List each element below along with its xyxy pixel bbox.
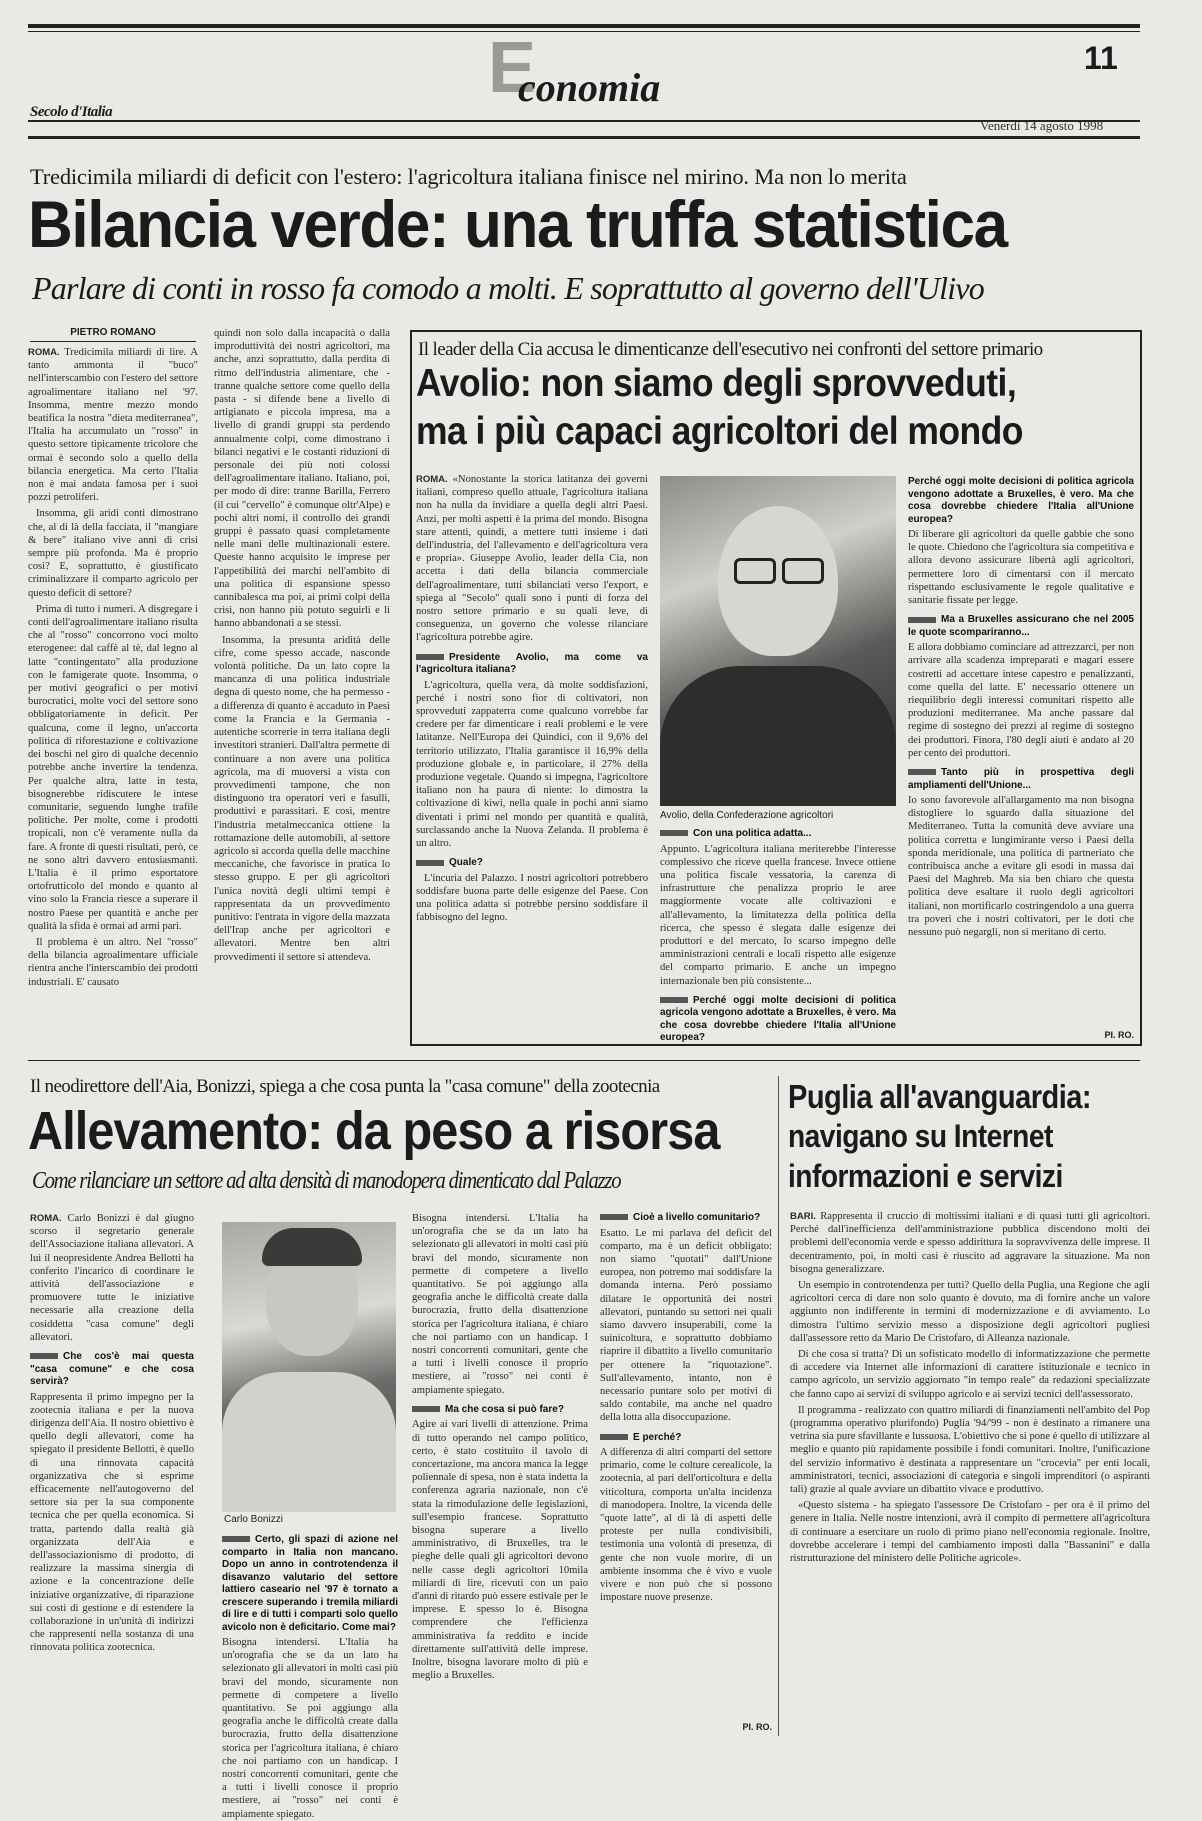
interview-answer: L'agricoltura, quella vera, dà molte soddisfazioni, perché i nostri sono fior di coltivatori, non sprovveduti zappaterra come qualcuno vorrebbe far credere per far dimenticare i reali problemi e le vere latitanze. Nell'Europa dei Quindici, con il 9,6% del territorio utilizzato, l'Italia garantisce il 16,9% della produzione globale e, in particolare, il 27% della produzione vegetale. Quando si impegna, l'agricoltore italiano non ha paura di niente: lo dimostra la coltivazione di kiwi, nella quale in pochi anni siamo diventati i primi nel mondo per quantità e qualità, surclassando anche la Nuova Zelanda. Il problema è un altro. bbox=[416, 679, 648, 850]
interview-answer-continued: Bisogna intendersi. L'Italia ha un'orografia che se da un lato ha selezionato gli allevatori in molti casi più bravi del mondo, sicuramente non permette di competere a livello quantitativo. Se poi aggiungo alla geografia anche le difficoltà create dalla burocrazia, frutto della disattenzione storica per l'agricoltura italiana, è chiaro che noi partiamo con un handicap. I nostri concorrenti comunitari, gente che a tutti i livelli conosce il proprio mestiere, ai "rosso" nei conti è ampiamente spiegato. bbox=[412, 1213, 588, 1396]
question-text: Cioè a livello comunitario? bbox=[633, 1212, 761, 1223]
section-divider bbox=[28, 1060, 1140, 1061]
top-rule bbox=[28, 24, 1140, 28]
bullet-icon bbox=[908, 617, 936, 623]
interview-answer: Appunto. L'agricoltura italiana meriterebbe l'interesse complessivo che riceve quella francese. Invece ottiene una politica fiscale vessatoria, la carenza di infrastrutture che penalizza proprio le aree maggiormente vocate alle coltivazioni e all'allevamento, la limitatezza della politica della ricerca, che spesso è slegata dalle esigenze dei produttori e del mercato, lo scarso impegno delle amministrazioni centrali e locali rispetto alle esigenze del comparto primario. E anche un impegno internazionale ben più consistente... bbox=[660, 843, 896, 987]
allevamento-column-3 bbox=[412, 1212, 588, 1732]
glasses-icon bbox=[734, 558, 776, 584]
top-rule-thin bbox=[28, 31, 1140, 32]
byline-rule bbox=[30, 341, 196, 342]
puglia-paragraph: Il programma - realizzato con quattro miliardi di finanziamenti nell'ambito del Pop (programma operativo plurifondo) Puglia '94/'99 - non è destinato a rimanere una vetrina sia pure sfavillante e lussuosa. L'obiettivo che si pone è quello di utilizzare al meglio e quanto più rapidamente possibile i fondi comunitari. Inoltre, l'unificazione del servizio informativo è destinata a rappresentare un "crocevia" per enti locali, amministratori, tecnici, associazioni di categoria e singoli imprenditori (o aspiranti tali) grazie al quale avviare un dibattito vivace e produttivo. bbox=[790, 1404, 1150, 1496]
interview-question bbox=[416, 857, 648, 870]
question-text: Ma che cosa si può fare? bbox=[445, 1403, 564, 1415]
bonizzi-photo-caption: Carlo Bonizzi bbox=[224, 1514, 283, 1525]
page-number: 11 bbox=[1084, 40, 1118, 76]
allevamento-signature: PI. RO. bbox=[742, 1722, 772, 1732]
interview-answer: A differenza di altri comparti del settore primario, come le colture cerealicole, la zootecnia, al pari dell'orticoltura e della viticoltura, comporta un'alta incidenza di manodopera. Inoltre, la vicenda delle "quote latte", al di là di aspetti delle proteste per nulla condivisibili, testimonia una volontà di presenza, di gente che non vuole morire, di un ambiente insomma che è vivo e vuole vivere e non può che si possono impostare nuove presenze. bbox=[600, 1447, 772, 1604]
question-text: Perché oggi molte decisioni di politica agricola vengono adottate a Bruxelles, è vero. Ma che cosa dovrebbe chiedere l'Italia all'Unione europea? bbox=[660, 994, 896, 1044]
puglia-headline-1: Puglia all'avanguardia: bbox=[788, 1078, 1092, 1115]
interview-answer: Agire ai vari livelli di attenzione. Prima di tutto operando nel campo politico, certo, è stato costituito il tavolo di concertazione, ma ancora manca la legge poliennale di spesa, non è stata indetta la conferenza agraria nazionale, non c'è stata la rimodulazione delle legislazioni, sull'esempio francese. Soprattutto bisogna superare a livello amministrativo, di Bruxelles, tra le pieghe delle quali gli agricoltori devono nelle casse degli agricoltori 10mila miliardi di lire, ricevuti con un paio d'anni di ritardo può essere estivale per le imprese. E spesso lo è. Bisogna comprendere che l'efficienza amministrativa fa reddito e incide direttamente sull'attività delle imprese. Inoltre, bisogna lavorare molto di più e meglio a Bruxelles. bbox=[412, 1419, 588, 1682]
avolio-dateline: ROMA. bbox=[416, 474, 448, 485]
question-text: Certo, gli spazi di azione nel comparto in Italia non mancano. Dopo un anno in controtendenza il disavanzo valutario del settore lattiero caseario nel '97 è tornato a crescere superando i tremila miliardi di lire e di tutti i comparti solo quello avicolo non è deficitario. Come mai? bbox=[222, 1534, 398, 1633]
allevamento-paragraph: Carlo Bonizzi è dal giugno scorso il segretario generale dell'Associazione italiana allevatori. A lui il neopresidente Andrea Bellotti ha conferito l'incarico di coordinare le attività dell'associazione e promuovere tutte le iniziative necessarie alla creazione della cosiddetta "casa comune" degli allevatori. bbox=[30, 1213, 195, 1343]
newspaper-name: Secolo d'Italia bbox=[30, 104, 113, 120]
interview-question bbox=[600, 1432, 772, 1445]
puglia-headline-3: informazioni e servizi bbox=[788, 1158, 1063, 1194]
lead-paragraph: quindi non solo dalla incapacità o dalla improduttività dei nostri agricoltori, ma anche, anzi soprattutto, dalla perdita di ritmo dell'industria alimentare, che - tranne qualche settore come quello della pasta - si difende bene a livello di artigianato e piccola impresa, ma a livello di grandi gruppi sta perdendo annualmente colpi, come dimostrano i bilanci negativi e le costanti riduzioni di personale dei più noti colossi dell'agroalimentare italiano. Italiano, poi, per modo di dire: tranne Barilla, Ferrero (il cui "cervello" è comunque oltr'Alpe) e pochi altri nomi, il controllo dei grandi gruppi è passato quasi completamente nelle mani delle multinazionali estere. Queste hanno acquisito le imprese per l'appetibilità dei marchi nell'ambito di una politica di espansione spesso cannibalesca ma poi, ai primi colpi della crisi, non hanno più potuto seguirli e li hanno abbandonati a se stessi. bbox=[214, 328, 390, 630]
avolio-signature: PI. RO. bbox=[1104, 1030, 1134, 1040]
allevamento-dateline: ROMA. bbox=[30, 1213, 62, 1224]
avolio-photo bbox=[660, 476, 896, 802]
lead-dateline: ROMA. bbox=[28, 347, 60, 358]
section-initial: E bbox=[488, 28, 537, 108]
bullet-icon bbox=[222, 1536, 250, 1542]
question-text: Con una politica adatta... bbox=[693, 828, 812, 839]
question-text: Presidente Avolio, ma come va l'agricoltura italiana? bbox=[416, 651, 648, 676]
portrait-hair bbox=[262, 1228, 362, 1266]
allevamento-deck: Come rilanciare un settore ad alta densità di manodopera dimenticato dal Palazzo bbox=[32, 1168, 621, 1194]
section-rest: conomia bbox=[518, 65, 661, 110]
puglia-paragraph: Di che cosa si tratta? Di un sofisticato modello di informatizzazione che permette di accedere via Internet alle informazioni di carattere istituzionale e tecnico in campo agricolo, un servizio aggiornato "in tempo reale" da redazioni specializzate che fanno capo ai servizi di sviluppo agricolo e ai servizi tecnici dell'assessorato. bbox=[790, 1349, 1150, 1400]
lead-deck: Parlare di conti in rosso fa comodo a molti. E soprattutto al governo dell'Ulivo bbox=[32, 270, 984, 306]
lead-paragraph: Insomma, gli aridi conti dimostrano che, al di là della facciata, il "mangiare & bere" italiano vive anni di crisi sempre più profonda. Ma è proprio così? E, soprattutto, è giustificato criminalizzare il comparto agricolo per questo deficit di settore? bbox=[28, 508, 198, 599]
interview-question bbox=[222, 1534, 398, 1634]
interview-question bbox=[908, 767, 1134, 792]
puglia-paragraph: Un esempio in controtendenza per tutti? Quello della Puglia, una Regione che agli agricoltori cerca di dare non solo quanto è dovuto, ma di fornire anche un valore aggiunto non indifferente in termini di modernizzazione e di avviamento. Lo dimostra l'ultimo servizio messo a disposizione degli agricoltori pugliesi dall'assessore retto da Mario De Cristofaro, di Alleanza nazionale. bbox=[790, 1280, 1150, 1344]
puglia-headline-2: navigano su Internet bbox=[788, 1118, 1053, 1154]
section-title bbox=[488, 28, 678, 110]
bullet-icon bbox=[660, 997, 688, 1003]
question-text: Quale? bbox=[449, 857, 483, 869]
puglia-column bbox=[790, 1210, 1150, 1740]
interview-answer: Io sono favorevole all'allargamento ma non bisogna distogliere lo sguardo dalla situazione del Mediterraneo. Tutta la comunità deve avviare una politica corretta e lungimirante verso i Paesi della sponda meridionale, una politica di partneriato che contribuisca anche a evitare gli esodi in massa dai Paesi del Maghreb. Ma sia ben chiaro che questa politica deve esaltare il ruolo degli agricoltori italiani, non mortificarlo costringendolo a una guerra tra poveri che i nostri coltivatori, per le doti che nessuno può negargli, non si meritano di certo. bbox=[908, 795, 1134, 939]
question-text: Ma a Bruxelles assicurano che nel 2005 le quote scompariranno... bbox=[908, 614, 1134, 638]
question-text: Tanto più in prospettiva degli ampliamenti dell'Unione... bbox=[908, 767, 1134, 791]
masthead-rule bbox=[28, 120, 1140, 122]
avolio-photo-caption: Avolio, della Confederazione agricoltori bbox=[660, 810, 834, 821]
bullet-icon bbox=[660, 830, 688, 836]
interview-answer: E allora dobbiamo cominciare ad attrezzarci, per non arrivare alla scadenza impreparati e magari essere costretti ad accettare intese capestro e penalizzanti, come quella del latte. E' necessario ottenere un riequilibrio degli interessi comunitari rispetto alle produzioni mediterranee. Ma anche passare dal regime di sostegno dei prezzi al regime di sostegno dei produttori. Finora, l'80 degli aiuti è andato al 20 per cento dei produttori. bbox=[908, 642, 1134, 759]
puglia-paragraph: Rappresenta il cruccio di moltissimi italiani e di quasi tutti gli agricoltori. Perché dall'inefficienza dell'amministrazione pubblica discendono molti dei problemi dell'economia verde e spesso addirittura la sopravvivenza delle imprese. Il decentramento, poi, in molti casi è riuscito ad aggravare la situazione. Ma non bisogna generalizzare. bbox=[790, 1211, 1150, 1275]
issue-date: Venerdì 14 agosto 1998 bbox=[980, 118, 1104, 133]
avolio-kicker: Il leader della Cia accusa le dimenticanze dell'esecutivo nei confronti del settore primario bbox=[418, 339, 1043, 360]
lead-paragraph: Prima di tutto i numeri. A disgregare i conti dell'agroalimentare italiano risulta che al "rosso" concorrono voci molto eterogenee: dal caffè al tè, dal legno al latte "contingentato" alla produzione con le famigerate quote. Insomma, o per motivi geografici o per motivi burocratici, molte voci del settore sono obbligatoriamente in deficit. Per qualcuna, come il legno, un'accorta politica di riforestazione e coltivazione dei boschi nel giro di qualche decennio potrebbe anche invertire la tendenza. Per qualche altra, latte in testa, bisognerebbe ridiscutere le intese comunitarie, seguendo lunghe trafile politiche. Per molte, come i prodotti tropicali, non c'è veramente nulla da fare. A fronte di questi risultati, però, ce ne sono altri davvero entusiasmanti. L'Italia è il primo esportatore ortofrutticolo del mondo e quanto al vino solo la Francia riesce a superare il nostro Paese per quantità e anche per qualità la sfida è ormai ad armi pari. bbox=[28, 603, 198, 932]
interview-question bbox=[600, 1212, 772, 1225]
avolio-paragraph: «Nonostante la storica latitanza dei governi italiani, compreso quello attuale, l'agricoltura italiana non ha nulla da invidiare a quella degli altri Paesi. Anzi, per molti aspetti è la prima del mondo. Bisogna stare attenti, quindi, a mettere tutti insieme i dati dell'industria, del l'allevamento e dell'agricoltura vera e propria». Giuseppe Avolio, leader della Cia, non accetta i dati della bilancia commerciale dell'agroalimentare, tutti sbilanciati verso l'export, e spiega al "Secolo" quali sono i punti di forza del nostro settore primario e su quali leve, di conseguenza, un governo che volesse rilanciare l'agricoltura potrebbe agire. bbox=[416, 474, 648, 644]
allevamento-column-1 bbox=[30, 1212, 194, 1732]
lead-kicker: Tredicimila miliardi di deficit con l'estero: l'agricoltura italiana finisce nel mirino. Ma non lo merita bbox=[30, 164, 907, 189]
interview-question bbox=[30, 1351, 194, 1389]
lead-column-1 bbox=[28, 346, 198, 1071]
puglia-paragraph: «Questo sistema - ha spiegato l'assessore De Cristofaro - per ora è il primo del genere in Italia. Nelle nostre intenzioni, avrà il compito di permettere all'agricoltura di continuare a esercitare un ruolo di primo piano nell'economia regionale. Inoltre, dovrebbe accelerare i tempi del cambiamento imposti dalla "Bassanini" e dalla ristrutturazione del ministero delle Politiche agricole». bbox=[790, 1500, 1150, 1565]
bonizzi-photo bbox=[222, 1222, 396, 1504]
lead-paragraph: Il problema è un altro. Nel "rosso" della bilancia agroalimentare ufficiale rientra anche l'interscambio dei prodotti industriali. E' causato bbox=[28, 936, 198, 988]
question-text: Perché oggi molte decisioni di politica agricola vengono adottate a Bruxelles, è vero. Ma che cosa dovrebbe chiedere l'Italia all'Unione europea? bbox=[908, 476, 1134, 525]
interview-question bbox=[412, 1404, 588, 1417]
masthead-rule-bottom bbox=[28, 136, 1140, 139]
avolio-headline-1: Avolio: non siamo degli sprovveduti, bbox=[416, 362, 1017, 405]
allevamento-headline: Allevamento: da peso a risorsa bbox=[28, 1101, 720, 1161]
allevamento-column-4 bbox=[600, 1212, 772, 1720]
lead-byline: PIETRO ROMANO bbox=[70, 327, 156, 338]
avolio-column-1 bbox=[416, 473, 648, 1035]
interview-question bbox=[660, 828, 896, 841]
question-text: Che cos'è mai questa "casa comune" e che cosa servirà? bbox=[30, 1351, 194, 1388]
bullet-icon bbox=[412, 1406, 440, 1412]
bullet-icon bbox=[416, 654, 444, 660]
bullet-icon bbox=[600, 1214, 628, 1220]
avolio-column-3 bbox=[908, 476, 1134, 1038]
lead-paragraph: Insomma, la presunta aridità delle cifre, come spesso accade, nasconde volontà politiche. Da un lato copre la mancanza di una politica industriale degna di questo nome, che ha permesso - a differenza di quanto è accaduto in Paesi come la Francia e la Germania - autentiche scorrerie in terra italiana degli investitori stranieri. Dall'altra permette di continuare a non avere una politica agricola, ma di muoversi a vista con provvedimenti tampone, che non distinguono tra operatori veri e fasulli, produttivi e parassitari. E così, mentre l'industria metalmeccanica ottiene la rottamazione delle automobili, al settore agricolo si accorda quella delle macchine meccaniche, che favorisce in pratica lo stesso gruppo. E per gli agricoltori l'unica novità degli ultimi tempi è rappresentata da un provvedimento punitivo: l'entrata in vigore della mazzata dell'Irap anche per agricoltori e allevatori. Mentre ben altri provvedimenti il settore si attendeva. bbox=[214, 634, 390, 963]
allevamento-kicker: Il neodirettore dell'Aia, Bonizzi, spiega a che cosa punta la "casa comune" della zootecnia bbox=[30, 1076, 660, 1097]
portrait-body bbox=[222, 1372, 396, 1512]
lead-headline: Bilancia verde: una truffa statistica bbox=[28, 187, 1007, 261]
question-text: E perché? bbox=[633, 1431, 682, 1443]
interview-question bbox=[416, 652, 648, 677]
interview-question bbox=[660, 995, 896, 1045]
interview-answer: Rappresenta il primo impegno per la zootecnia italiana e per la nuova dirigenza dell'Aia. Il nostro obiettivo è quello degli allevatori, come ha spiegato il presidente Bellotti, è quello di una rinnovata capacità organizzativa che si esprime efficacemente nell'autogoverno del settore sia per la sua componente tecnica che per quella economica. Si tratta, partendo dalla realtà già organizzata dell'Aia e dell'associazionismo di prodotto, di realizzare la massima sinergia di azione e la concentrazione delle iniziative organizzative, di riparazione sui costi di gestione e di estendere la collaborazione in un'unità di indirizzi che rappresenti nella sostanza di una rinnovata politica zootecnica. bbox=[30, 1391, 194, 1654]
interview-answer: L'incuria del Palazzo. I nostri agricoltori potrebbero soddisfare buona parte delle esigenze del Paese. Con una politica adatta si potrebbe persino soddisfare il fabbisogno del legno. bbox=[416, 872, 648, 924]
lead-paragraph: Tredicimila miliardi di lire. A tanto ammonta il "buco" nell'interscambio con l'estero del settore agroalimentare italiano nel '97. Insomma, mentre mezzo mondo beatifica la nostra "dieta mediterranea", l'Italia ha accumulato un "rosso" in questo settore tipicamente tricolore che ormai è secondo solo a quello della bilancia energetica. Ma certo l'Italia non è mai andata famosa per i suoi pozzi petroliferi. bbox=[28, 347, 198, 504]
puglia-dateline: BARI. bbox=[790, 1211, 816, 1222]
lead-column-2 bbox=[214, 327, 390, 1071]
bullet-icon bbox=[908, 769, 936, 775]
interview-answer: Bisogna intendersi. L'Italia ha un'orografia che se da un lato ha selezionato gli allevatori in molti casi più bravi del mondo, sicuramente non permette di competere a livello quantitativo. Se poi aggiungo alla geografia anche le difficoltà create dalla burocrazia, frutto della disattenzione storica per l'agricoltura italiana, è chiaro che noi partiamo con un handicap. I nostri concorrenti comunitari, gente che a tutti i livelli conosce il proprio mestiere, ai "rosso" nei conti è ampiamente spiegato. bbox=[222, 1637, 398, 1820]
interview-question bbox=[908, 614, 1134, 639]
glasses-icon bbox=[782, 558, 824, 584]
avolio-column-2 bbox=[660, 826, 896, 1044]
allevamento-column-2 bbox=[222, 1530, 398, 1820]
interview-answer: Esatto. Le mi parlava del deficit del comparto, ma è un deficit obbligato: non siamo "quotati" dall'Unione europea, non potremo mai soddisfare la domanda interna. Però possiamo dilatare le opportunità dei nostri allevatori, puntando su settori nei quali siamo davvero insuperabili, come la suinicoltura, e soprattutto dobbiamo riaprire il dibattito a livello comunitario per ottenere la "riquotazione". Sull'allevamento, intanto, non è necessario puntare solo per motivi di saldo contabile, ma anche nel quadro della lotta alla disoccupazione. bbox=[600, 1227, 772, 1424]
avolio-headline-2: ma i più capaci agricoltori del mondo bbox=[416, 410, 1023, 453]
column-divider bbox=[778, 1076, 779, 1736]
bullet-icon bbox=[416, 860, 444, 866]
bullet-icon bbox=[600, 1434, 628, 1440]
interview-question bbox=[908, 476, 1134, 526]
interview-answer: Di liberare gli agricoltori da quelle gabbie che sono le quote. Chiedono che l'agricoltura sia competitiva e allora devono assicurare libertà agli agricoltori, permettere loro di cimentarsi con il mercato rispettando esclusivamente le regole qualitative e sanitarie fissate per legge. bbox=[908, 529, 1134, 607]
bullet-icon bbox=[30, 1353, 58, 1359]
portrait-body bbox=[660, 666, 896, 806]
